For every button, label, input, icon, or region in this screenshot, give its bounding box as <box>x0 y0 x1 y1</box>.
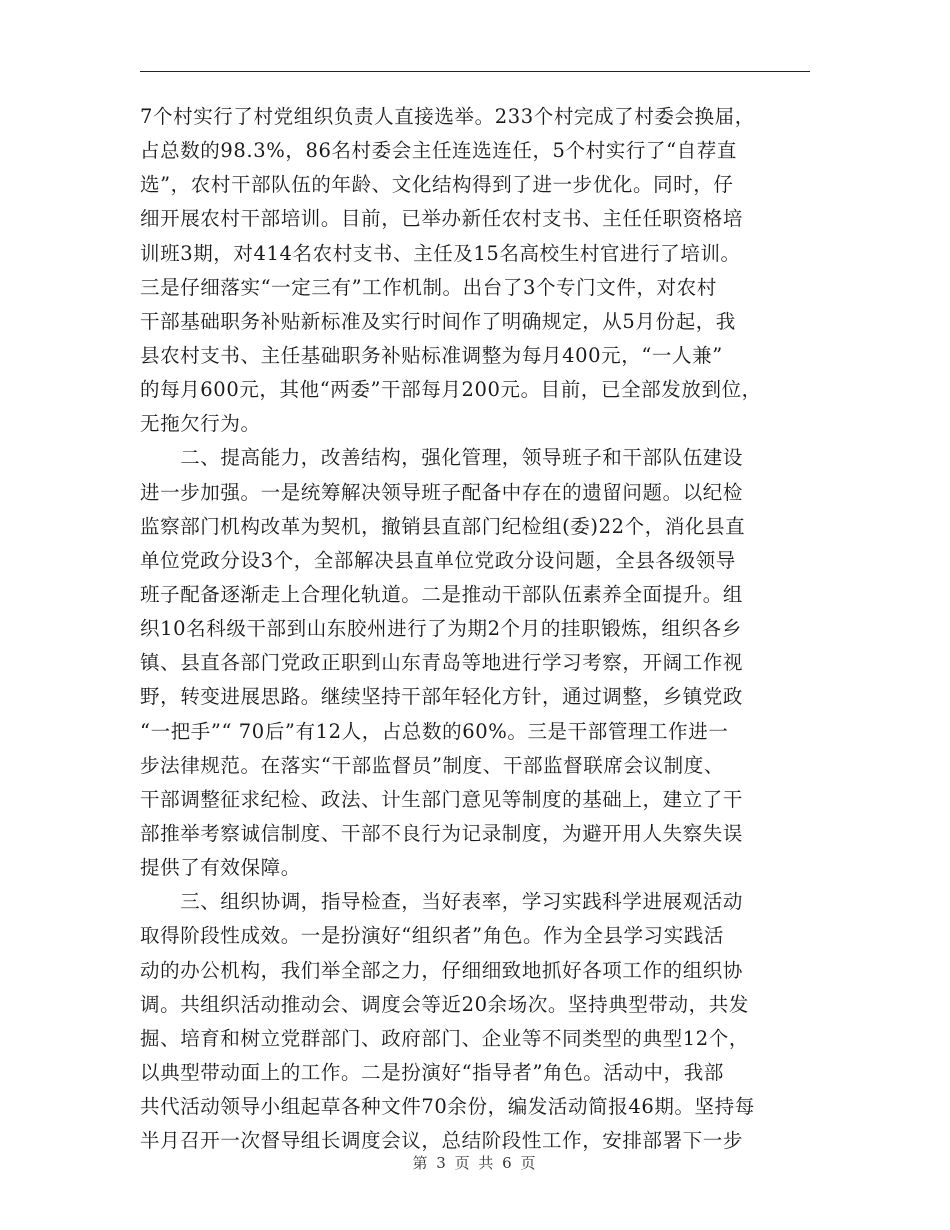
document-body <box>140 100 820 1158</box>
text-line: 单位党政分设3个，全部解决县直单位党政分设问题，全县各级领导 <box>140 548 736 572</box>
text-line: 半月召开一次督导组长调度会议，总结阶段性工作，安排部署下一步 <box>140 1129 744 1153</box>
text-line: 选”，农村干部队伍的年龄、文化结构得到了进一步优化。同时，仔 <box>140 173 734 197</box>
text-line: 动的办公机构，我们举全部之力，仔细细致地抓好各项工作的组织协 <box>140 958 744 982</box>
text-line: 共代活动领导小组起草各种文件70余份，编发活动简报46期。坚持每 <box>140 1095 755 1119</box>
text-line: 监察部门机构改革为契机，撤销县直部门纪检组(委)22个，消化县直 <box>140 514 746 538</box>
text-line: 调。共组织活动推动会、调度会等近20余场次。坚持典型带动，共发 <box>140 992 749 1016</box>
paragraph-start-line: 三、组织协调，指导检查，当好表率，学习实践科学进展观活动 <box>140 890 744 914</box>
paragraph-start-line: 二、提高能力，改善结构，强化管理，领导班子和干部队伍建设 <box>140 446 744 470</box>
text-line: 班子配备逐渐走上合理化轨道。二是推动干部队伍素养全面提升。组 <box>140 582 744 606</box>
text-line: 以典型带动面上的工作。二是扮演好“指导者”角色。活动中，我部 <box>140 1060 724 1084</box>
text-line: 干部调整征求纪检、政法、计生部门意见等制度的基础上，建立了干 <box>140 787 744 811</box>
text-line: 无拖欠行为。 <box>140 412 261 436</box>
text-line: 取得阶段性成效。一是扮演好“组织者”角色。作为全县学习实践活 <box>140 924 724 948</box>
page-number-footer: 第 3 页 共 6 页 <box>412 1154 538 1172</box>
text-line: 干部基础职务补贴新标准及实行时间作了明确规定，从5月份起，我 <box>140 309 736 333</box>
text-line: 野，转变进展思路。继续坚持干部年轻化方针，通过调整，乡镇党政 <box>140 685 744 709</box>
text-line: “一把手”“ 70后”有12人，占总数的60%。三是干部管理工作进一 <box>140 719 729 743</box>
text-line: 织10名科级干部到山东胶州进行了为期2个月的挂职锻炼，组织各乡 <box>140 617 742 641</box>
header-rule <box>140 71 810 72</box>
text-line: 细开展农村干部培训。目前，已举办新任农村支书、主任任职资格培 <box>140 207 744 231</box>
text-line: 步法律规范。在落实“干部监督员”制度、干部监督联席会议制度、 <box>140 753 724 777</box>
text-line: 镇、县直各部门党政正职到山东青岛等地进行学习考察，开阔工作视 <box>140 651 744 675</box>
text-line: 占总数的98.3%，86名村委会主任连选连任，5个村实行了“自荐直 <box>140 139 737 163</box>
text-line: 县农村支书、主任基础职务补贴标准调整为每月400元，“一人兼” <box>140 343 723 367</box>
text-line: 7个村实行了村党组织负责人直接选举。233个村完成了村委会换届， <box>140 105 755 128</box>
text-line: 提供了有效保障。 <box>140 856 301 880</box>
text-line: 的每月600元，其他“两委”干部每月200元。目前，已全部发放到位， <box>140 378 762 402</box>
text-line: 训班3期，对414名农村支书、主任及15名高校生村官进行了培训。 <box>140 241 741 265</box>
text-line: 掘、培育和树立党群部门、政府部门、企业等不同类型的典型12个， <box>140 1026 749 1050</box>
text-line: 进一步加强。一是统筹解决领导班子配备中存在的遗留问题。以纪检 <box>140 480 744 504</box>
text-line: 部推举考察诚信制度、干部不良行为记录制度，为避开用人失察失误 <box>140 821 744 845</box>
text-line: 三是仔细落实“一定三有”工作机制。出台了3个专门文件，对农村 <box>140 275 717 299</box>
